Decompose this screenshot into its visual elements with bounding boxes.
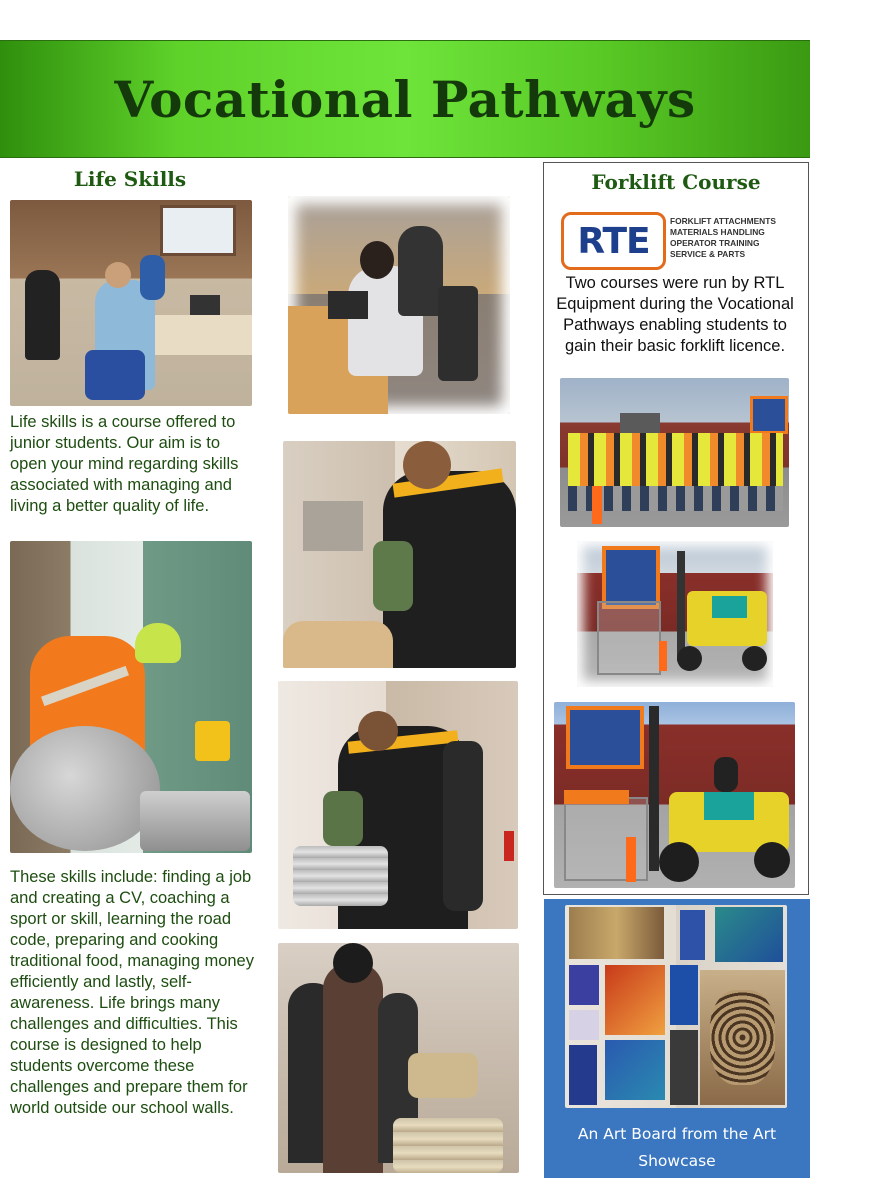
rte-service-item: OPERATOR TRAINING bbox=[670, 238, 760, 248]
cleaning-pot-photo bbox=[10, 541, 252, 853]
life-skills-intro: Life skills is a course offered to junior students. Our aim is to open your mind regarding skills associated with managing and living a better quality of life. bbox=[10, 413, 239, 515]
life-skills-details: These skills include: finding a job and creating a CV, coaching a sport or skill, learning the road code, preparing and cooking traditional food, managing money efficiently and lastly, self-awareness. Life brings many challenges and difficulties. This course is designed to help students overcome these challenges and prepare them for world outside our school walls. bbox=[10, 868, 254, 1117]
students-laptops-photo bbox=[288, 196, 510, 414]
rte-service-item: FORKLIFT ATTACHMENTS bbox=[670, 216, 776, 226]
forklift-intro: Two courses were run by RTL Equipment during the Vocational Pathways enabling students to gain their basic forklift licence. bbox=[556, 274, 794, 355]
page-title: Vocational Pathways bbox=[114, 69, 696, 129]
rte-services-list bbox=[670, 216, 800, 260]
forklift-operator-photo bbox=[554, 702, 795, 888]
forklift-group-photo bbox=[560, 378, 789, 527]
rte-service-item: MATERIALS HANDLING bbox=[670, 227, 765, 237]
art-board-photo bbox=[565, 905, 787, 1108]
forklift-cage-photo bbox=[577, 541, 773, 687]
forklift-heading: Forklift Course bbox=[591, 170, 761, 194]
header-banner bbox=[0, 40, 810, 158]
foil-trays-photo bbox=[278, 681, 518, 929]
food-preparation-photo bbox=[283, 441, 516, 668]
art-board-caption: An Art Board from the Art Showcase bbox=[577, 1125, 777, 1170]
rte-logo-text: RTE bbox=[577, 220, 650, 262]
serving-food-photo bbox=[278, 943, 519, 1173]
classroom-photo bbox=[10, 200, 252, 406]
life-skills-heading: Life Skills bbox=[73, 167, 187, 191]
rte-service-item: SERVICE & PARTS bbox=[670, 249, 746, 259]
rte-logo bbox=[561, 212, 666, 270]
rte-logo-frame bbox=[561, 212, 666, 270]
